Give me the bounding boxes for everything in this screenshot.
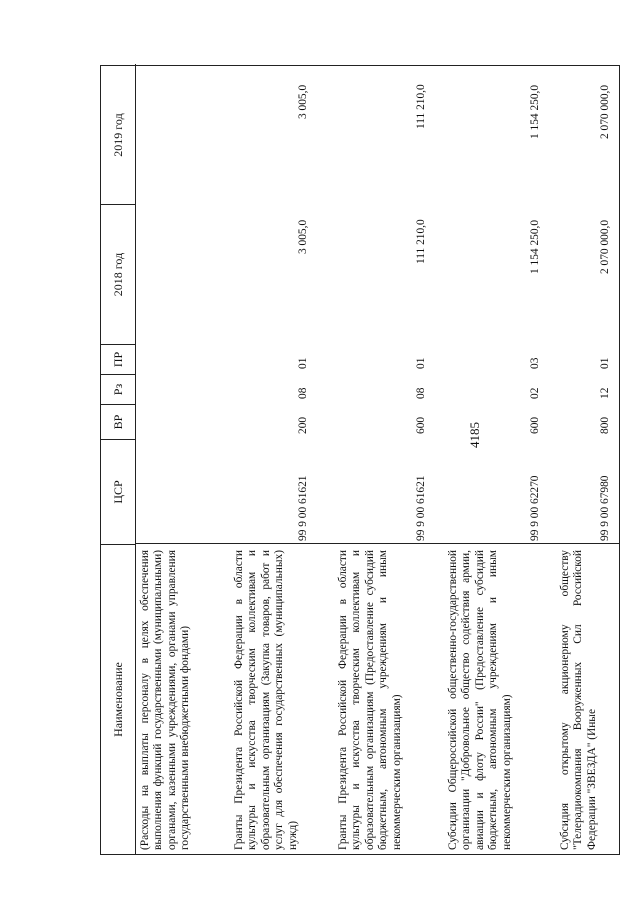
header-pr: ПР <box>101 344 135 374</box>
row-rz: 08 <box>297 387 309 399</box>
page-number: 4185 <box>467 422 482 448</box>
row-pr: 01 <box>415 357 427 369</box>
row-pr: 03 <box>529 357 541 369</box>
table-row <box>557 64 619 854</box>
row-2018: 1 154 250,0 <box>529 219 541 274</box>
row-2018: 3 005,0 <box>297 219 309 254</box>
row-name: Гранты Президента Российской Федерации в области культуры и искусства творческим коллективам и образовательным организациям (Предоставление субсидий бюджетным, автономным учреждениям и иным некоммерческим организациям) <box>337 550 403 850</box>
table-row <box>445 64 549 854</box>
table-row <box>335 64 435 854</box>
row-csr: 99 9 00 67980 <box>599 475 611 541</box>
table-header <box>101 64 136 854</box>
header-name: Наименование <box>101 544 135 854</box>
row-2019: 1 154 250,0 <box>529 84 541 139</box>
row-pr: 01 <box>297 357 309 369</box>
row-2019: 111 210,0 <box>415 84 427 129</box>
row-name: Субсидия открытому акционерному обществу "Телерадиокомпания Вооруженных Сил Российской Федерации "ЗВЕЗДА" (Иные <box>559 550 598 850</box>
row-name: Гранты Президента Российской Федерации в области культуры и искусства творческим коллективам и образовательным организациям (Закупка товаров, работ и услуг для обеспечения государственных (муниципальных) нужд) <box>233 550 299 850</box>
header-csr: ЦСР <box>101 439 135 544</box>
row-vr: 600 <box>529 416 541 434</box>
budget-table <box>100 65 620 855</box>
row-rz: 02 <box>529 387 541 399</box>
table-row <box>231 64 325 854</box>
row-name: Субсидии Общероссийской общественно-государственной организации "Добровольное общество содействия армии, авиации и флоту России" (Предоставление субсидий бюджетным, автономным учреждениям и иным некоммерческим организациям) <box>447 550 513 850</box>
row-rz: 08 <box>415 387 427 399</box>
row-csr: 99 9 00 61621 <box>415 475 427 541</box>
header-2019: 2019 год <box>110 113 125 157</box>
row-pr: 01 <box>599 357 611 369</box>
row-2018: 2 070 000,0 <box>599 219 611 274</box>
budget-table-wrapper <box>100 65 620 855</box>
row-csr: 99 9 00 62270 <box>529 475 541 541</box>
row-csr: 99 9 00 61621 <box>297 475 309 541</box>
header-vr: ВР <box>101 404 135 439</box>
row-name: (Расходы на выплаты персоналу в целях обеспечения выполнения функций государственными (муниципальными) органами, казенными учреждениями, органами управления государственными внебюджетными фондами) <box>139 550 192 850</box>
row-vr: 600 <box>415 416 427 434</box>
row-2019: 3 005,0 <box>297 84 309 119</box>
row-rz: 12 <box>599 387 611 399</box>
table-row <box>137 64 231 854</box>
header-rz: Рз <box>101 374 135 404</box>
row-2018: 111 210,0 <box>415 219 427 264</box>
row-vr: 200 <box>297 416 309 434</box>
header-2018: 2018 год <box>101 204 135 344</box>
row-vr: 800 <box>599 416 611 434</box>
row-2019: 2 070 000,0 <box>599 84 611 139</box>
